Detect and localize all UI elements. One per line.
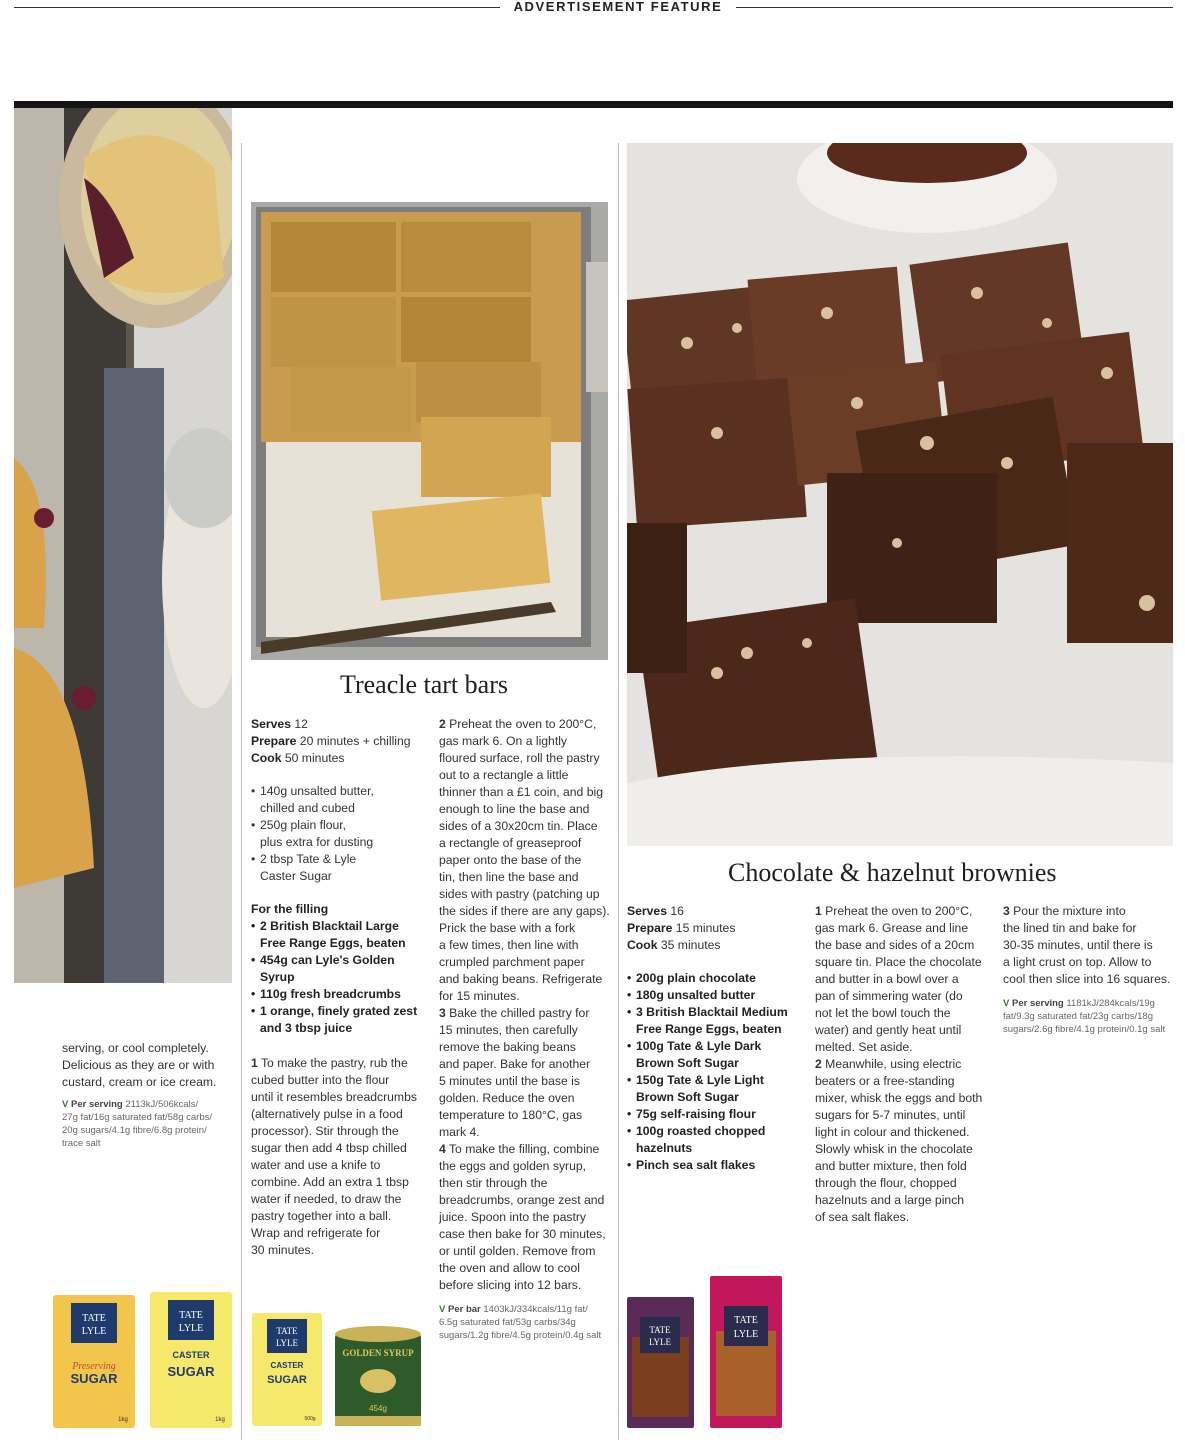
tin-weight: 454g: [369, 1404, 387, 1413]
serves-label: Serves: [627, 904, 667, 918]
golden-syrup-tin: [333, 1326, 423, 1428]
cook-label: Cook: [627, 938, 658, 952]
pack-brand: TATE: [649, 1325, 671, 1335]
ingredient-item: • 2 tbsp Tate & Lyle Caster Sugar: [251, 851, 431, 885]
nutrition-line-4: trace salt: [62, 1138, 101, 1149]
pack-product: SUGAR: [70, 1371, 118, 1386]
serves-value: 16: [670, 904, 684, 918]
cook-value: 35 minutes: [660, 938, 721, 952]
treacle-step-4: 4 To make the filling, combine the eggs and golden syrup, then stir through the breadcrumbs, orange zest and juice. Spoon into the pastry case then bake for 30 minutes, or until golden. Remove from the oven and allow to cool before slicing into 12 bars.: [439, 1142, 606, 1292]
treacle-tart-photo: [251, 202, 608, 660]
pie-photo: [14, 108, 232, 983]
vegetarian-mark: V: [1003, 998, 1010, 1009]
brownies-method-column-2: [1003, 903, 1178, 988]
pack-weight: 1kg: [118, 1417, 128, 1423]
header-rule-left: [14, 7, 500, 8]
brownies-step-1: 1 Preheat the oven to 200°C, gas mark 6. Grease and line the base and sides of a 20cm square tin. Place the chocolate and butter in a bowl over a pan of simmering water (do not let the bowl touch the water) and gently heat until melted. Set aside.: [815, 904, 982, 1054]
brownies-nutrition: V Per serving 1181kJ/284kcals/19g fat/9.3g saturated fat/23g carbs/18g sugars/2.6g fibre/4.1g protein/0.1g salt: [1003, 998, 1166, 1035]
ingredient-item: • 75g self-raising flour: [627, 1106, 812, 1123]
brownie-photo: [627, 143, 1173, 846]
left-line-3: custard, cream or ice cream.: [62, 1075, 217, 1089]
nutrition-label: Per serving: [1011, 998, 1064, 1009]
cook-value: 50 minutes: [284, 751, 345, 765]
ingredient-item: • 180g unsalted butter: [627, 987, 812, 1004]
prepare-value: 15 minutes: [675, 921, 736, 935]
serves-label: Serves: [251, 717, 291, 731]
pack-brand: LYLE: [178, 1323, 204, 1334]
left-line-1: serving, or cool completely.: [62, 1041, 209, 1055]
ingredient-item: • 250g plain flour, plus extra for dusting: [251, 817, 431, 851]
treacle-info-column: [251, 716, 431, 1259]
nutrition-line-1: 2113kJ/506kcals/: [125, 1099, 199, 1110]
pack-brand: LYLE: [648, 1337, 672, 1347]
brownies-title: Chocolate & hazelnut brownies: [728, 858, 1057, 887]
light-brown-sugar-pack: [710, 1276, 782, 1428]
brownies-method-column-1: [815, 903, 997, 1226]
ingredient-item: • 100g Tate & Lyle Dark Brown Soft Sugar: [627, 1038, 812, 1072]
pack-brand: TATE: [179, 1310, 203, 1321]
ingredient-item: • 150g Tate & Lyle Light Brown Soft Sugar: [627, 1072, 812, 1106]
pack-brand: TATE: [82, 1313, 106, 1324]
nutrition-line-3: 20g sugars/4.1g fibre/6.8g protein/: [62, 1125, 207, 1136]
prepare-label: Prepare: [627, 921, 673, 935]
left-column-text: [62, 1040, 232, 1091]
advertisement-feature-label: ADVERTISEMENT FEATURE: [513, 0, 723, 14]
column-rule-2: [618, 143, 619, 1440]
ingredient-item: • 1 orange, finely grated zest and 3 tbsp juice: [251, 1003, 431, 1037]
caster-sugar-pack-small: [252, 1313, 322, 1426]
pack-brand: LYLE: [81, 1326, 107, 1337]
treacle-step-2: 2 Preheat the oven to 200°C, gas mark 6. On a lightly floured surface, roll the pastry out to a rectangle a little thinner than a £1 coin, and big enough to line the base and sides of a 30x20cm tin. Place a rectangle of greaseproof paper onto the base of the tin, then line the base and sides with pastry (patching up the sides if there are any gaps). Prick the base with a fork a few times, then line with crumpled parchment paper and baking beans. Refrigerate for 15 minutes.: [439, 717, 610, 1003]
treacle-title: Treacle tart bars: [340, 670, 508, 699]
pack-brand: TATE: [276, 1326, 298, 1336]
cook-label: Cook: [251, 751, 282, 765]
ingredient-item: • 140g unsalted butter, chilled and cubed: [251, 783, 431, 817]
vegetarian-mark: V: [62, 1099, 69, 1110]
brownies-step-3: 3 Pour the mixture into the lined tin and bake for 30-35 minutes, until there is a light crust on top. Allow to cool then slice into 16 squares.: [1003, 904, 1171, 986]
pack-variety: CASTER: [270, 1361, 304, 1370]
brownies-ingredient-list: [627, 970, 812, 1174]
top-bar: [14, 101, 1173, 108]
left-line-2: Delicious as they are or with: [62, 1058, 215, 1072]
pack-weight: 500g: [304, 1416, 316, 1422]
header-rule-right: [736, 7, 1173, 8]
filling-ingredient-list: [251, 918, 431, 1037]
prepare-value: 20 minutes + chilling: [299, 734, 411, 748]
ingredient-item: • 3 British Blacktail Medium Free Range Eggs, beaten: [627, 1004, 812, 1038]
ingredient-item: • 2 British Blacktail Large Free Range Eggs, beaten: [251, 918, 431, 952]
pack-variety: Preserving: [72, 1361, 116, 1372]
preserving-sugar-pack: [53, 1295, 135, 1428]
treacle-nutrition: V Per bar 1403kJ/334kcals/11g fat/ 6.5g saturated fat/53g carbs/34g sugars/1.2g fibre/4.5g protein/0.4g salt: [439, 1304, 602, 1341]
treacle-ingredient-list: [251, 783, 431, 885]
ingredient-item: • 454g can Lyle's Golden Syrup: [251, 952, 431, 986]
pack-brand: LYLE: [733, 1329, 759, 1340]
serves-value: 12: [294, 717, 308, 731]
nutrition-label: Per bar: [447, 1304, 481, 1315]
pack-weight: 1kg: [215, 1417, 225, 1423]
ingredient-item: • 100g roasted chopped hazelnuts: [627, 1123, 812, 1157]
caster-sugar-pack-large: [150, 1292, 232, 1428]
brownies-info-column: [627, 903, 812, 1174]
nutrition-label: Per serving: [70, 1099, 123, 1110]
treacle-method-column: [439, 716, 617, 1294]
column-rule-1: [241, 143, 242, 1440]
ingredient-item: • 200g plain chocolate: [627, 970, 812, 987]
treacle-step-1: 1 To make the pastry, rub the cubed butter into the flour until it resembles breadcrumbs (alternatively pulse in a food processor). Stir through the sugar then add 4 tbsp chilled water and use a knife to combine. Add an extra 1 tbsp water if needed, to draw the pastry together into a ball. Wrap and refrigerate for 30 minutes.: [251, 1056, 417, 1257]
pack-brand: TATE: [734, 1315, 758, 1326]
dark-brown-sugar-pack: [627, 1297, 694, 1428]
brownies-step-2: 2 Meanwhile, using electric beaters or a free-standing mixer, whisk the eggs and both sugars for 5-7 minutes, until light in colour and thickened. Slowly whisk in the chocolate and butter mixture, then fold through the flour, chopped hazelnuts and a large pinch of sea salt flakes.: [815, 1057, 983, 1224]
ingredient-item: • Pinch sea salt flakes: [627, 1157, 812, 1174]
pack-product: SUGAR: [167, 1364, 215, 1379]
nutrition-line-2: 27g fat/16g saturated fat/58g carbs/: [62, 1112, 212, 1123]
ingredient-item: • 110g fresh breadcrumbs: [251, 986, 431, 1003]
vegetarian-mark: V: [439, 1304, 446, 1315]
pack-brand: LYLE: [275, 1338, 299, 1348]
filling-heading: For the filling: [251, 902, 329, 916]
pack-variety: CASTER: [172, 1350, 210, 1360]
tin-name: GOLDEN SYRUP: [342, 1348, 414, 1358]
treacle-step-3: 3 Bake the chilled pastry for 15 minutes, then carefully remove the baking beans and paper. Bake for another 5 minutes until the base is golden. Reduce the oven temperature to 180°C, gas mark 4.: [439, 1006, 591, 1139]
pack-product: SUGAR: [267, 1374, 307, 1386]
prepare-label: Prepare: [251, 734, 297, 748]
left-nutrition: [62, 1098, 237, 1150]
